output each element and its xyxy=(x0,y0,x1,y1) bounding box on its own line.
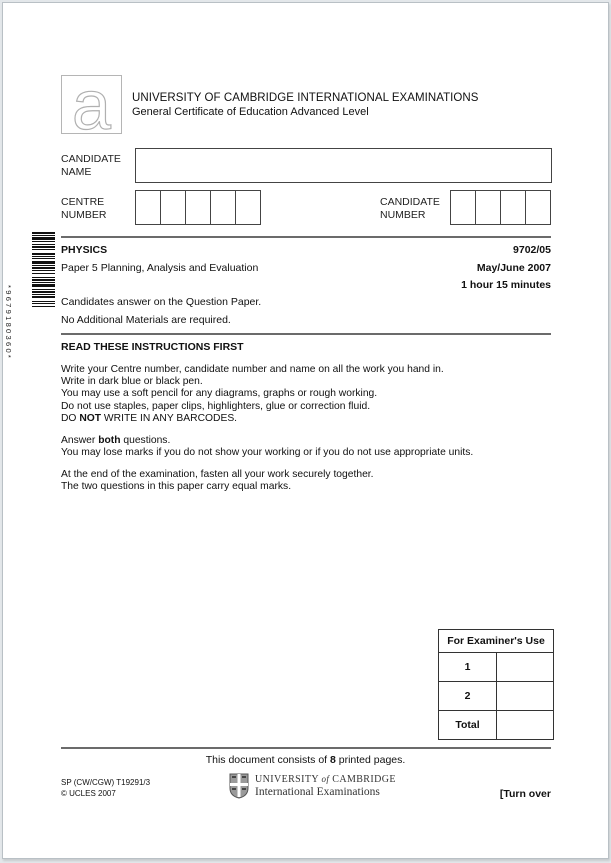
ucam-wordmark-line2: International Examinations xyxy=(255,786,380,798)
answer-note: Candidates answer on the Question Paper. xyxy=(61,296,262,308)
exam-duration: 1 hour 15 minutes xyxy=(461,279,551,291)
exam-paper-page xyxy=(2,2,609,859)
instructions-heading: READ THESE INSTRUCTIONS FIRST xyxy=(61,341,244,353)
turn-over-note: [Turn over xyxy=(499,788,551,800)
centre-number-digit-box[interactable] xyxy=(136,191,161,224)
ucam-word: UNIVERSITY xyxy=(255,774,319,785)
exam-session: May/June 2007 xyxy=(476,262,551,274)
cambridge-crest-icon xyxy=(229,773,249,799)
candidate-name-label xyxy=(61,153,121,179)
instruction-line: The two questions in this paper carry equal marks. xyxy=(61,481,292,493)
candidate-number-digit-box[interactable] xyxy=(501,191,526,224)
barcode-bar xyxy=(32,232,55,234)
page-count-text: printed pages. xyxy=(335,754,406,766)
instruction-text: questions. xyxy=(120,435,171,446)
instruction-text: DO xyxy=(61,412,80,424)
centre-number-label xyxy=(61,196,107,222)
instruction-line: Write your Centre number, candidate number and name on all the work you hand in. xyxy=(61,364,444,375)
candidate-name-label-line1: CANDIDATE xyxy=(61,153,121,165)
barcode-bar xyxy=(32,258,55,259)
candidate-number-label xyxy=(380,196,440,222)
centre-number-digit-box[interactable] xyxy=(161,191,186,224)
paper-title: Paper 5 Planning, Analysis and Evaluation xyxy=(61,262,259,274)
institution-name: UNIVERSITY OF CAMBRIDGE INTERNATIONAL EXAMINATIONS xyxy=(132,92,479,104)
instruction-line: Write in dark blue or black pen. xyxy=(61,376,203,388)
subject-title: PHYSICS xyxy=(61,244,108,256)
mark-cell[interactable] xyxy=(497,653,554,682)
divider-middle xyxy=(61,333,551,335)
barcode-bar xyxy=(32,270,55,271)
ucam-word: CAMBRIDGE xyxy=(332,774,396,785)
barcode-bar xyxy=(32,265,55,266)
centre-number-label-line2: NUMBER xyxy=(61,209,107,221)
divider-footer xyxy=(61,747,551,749)
ucam-word-of: of xyxy=(321,774,330,784)
page-count-text: This document consists of xyxy=(205,754,330,766)
instructions-block-3 xyxy=(61,469,374,493)
ucam-wordmark-line1 xyxy=(255,773,396,786)
barcode-bar xyxy=(32,277,55,278)
barcode-bar xyxy=(32,267,55,269)
centre-number-digit-box[interactable] xyxy=(186,191,211,224)
paper-code: 9702/05 xyxy=(513,244,551,256)
instruction-text: WRITE IN ANY BARCODES. xyxy=(101,412,238,424)
barcode-bar xyxy=(32,241,55,242)
barcode-bar xyxy=(32,282,55,283)
candidate-number-field[interactable] xyxy=(450,190,551,225)
instruction-line: At the end of the examination, fasten all your work securely together. xyxy=(61,469,374,480)
barcode-bar xyxy=(32,291,55,293)
instruction-line: Do not use staples, paper clips, highlighters, glue or correction fluid. xyxy=(61,400,371,412)
barcode-bar xyxy=(32,246,55,248)
question-label: 2 xyxy=(439,682,497,711)
candidate-number-label-line2: NUMBER xyxy=(380,209,426,221)
instruction-line: You may lose marks if you do not show your working or if you do not use appropriate units. xyxy=(61,447,474,459)
barcode-bar xyxy=(32,301,55,302)
barcode-bar xyxy=(32,261,55,264)
instruction-line: You may use a soft pencil for any diagrams, graphs or rough working. xyxy=(61,388,378,400)
table-row xyxy=(439,682,554,711)
centre-number-label-line1: CENTRE xyxy=(61,196,105,208)
instructions-block-2 xyxy=(61,435,473,459)
table-row xyxy=(439,653,554,682)
candidate-number-digit-box[interactable] xyxy=(451,191,476,224)
barcode-bar xyxy=(32,294,55,295)
instruction-line-barcodes xyxy=(61,413,444,425)
centre-number-field[interactable] xyxy=(135,190,261,225)
candidate-name-field[interactable] xyxy=(135,148,552,183)
divider-top xyxy=(61,236,551,238)
barcode-bar xyxy=(32,303,55,304)
centre-number-digit-box[interactable] xyxy=(236,191,260,224)
centre-number-digit-box[interactable] xyxy=(211,191,236,224)
svg-text:a: a xyxy=(72,76,111,133)
instruction-emphasis: both xyxy=(98,435,121,446)
instructions-block-1 xyxy=(61,364,444,425)
materials-note: No Additional Materials are required. xyxy=(61,314,231,326)
copyright-notice: © UCLES 2007 xyxy=(61,789,116,798)
barcode-bar xyxy=(32,284,55,287)
candidate-number-label-line1: CANDIDATE xyxy=(380,196,440,208)
footer-reference xyxy=(61,777,150,799)
barcode-bar xyxy=(32,296,55,298)
barcode-bar xyxy=(32,256,55,257)
instruction-text: Answer xyxy=(61,435,99,446)
cie-logo xyxy=(61,75,122,134)
barcode-text: *9679180360* xyxy=(4,285,13,361)
candidate-number-digit-box[interactable] xyxy=(476,191,501,224)
reference-code: SP (CW/CGW) T19291/3 xyxy=(61,778,151,787)
mark-cell[interactable] xyxy=(497,682,554,711)
barcode-bar xyxy=(32,273,55,274)
question-label: 1 xyxy=(439,653,497,682)
barcode-bar xyxy=(32,237,55,240)
letter-a-logo-icon xyxy=(62,76,121,133)
barcode-icon xyxy=(32,232,55,349)
page-count-number: 8 xyxy=(330,754,336,766)
page-count-note xyxy=(3,754,608,766)
ucam-wordmark xyxy=(255,773,396,798)
barcode-bar xyxy=(32,253,55,255)
candidate-number-digit-box[interactable] xyxy=(526,191,550,224)
instruction-emphasis: NOT xyxy=(79,412,102,424)
barcode-bar xyxy=(32,249,55,250)
table-row xyxy=(439,711,554,740)
instruction-line-answer xyxy=(61,435,473,447)
examiner-use-table xyxy=(438,629,554,740)
qualification-name: General Certificate of Education Advanced Level xyxy=(132,106,369,118)
barcode-bar xyxy=(32,235,55,236)
barcode-bar xyxy=(32,279,55,281)
candidate-name-label-line2: NAME xyxy=(61,166,92,178)
total-label: Total xyxy=(439,711,497,740)
barcode-bar xyxy=(32,289,55,290)
total-cell[interactable] xyxy=(497,711,554,740)
barcode-bar xyxy=(32,244,55,245)
barcode-bar xyxy=(32,306,55,307)
examiner-table-heading: For Examiner's Use xyxy=(439,630,554,653)
